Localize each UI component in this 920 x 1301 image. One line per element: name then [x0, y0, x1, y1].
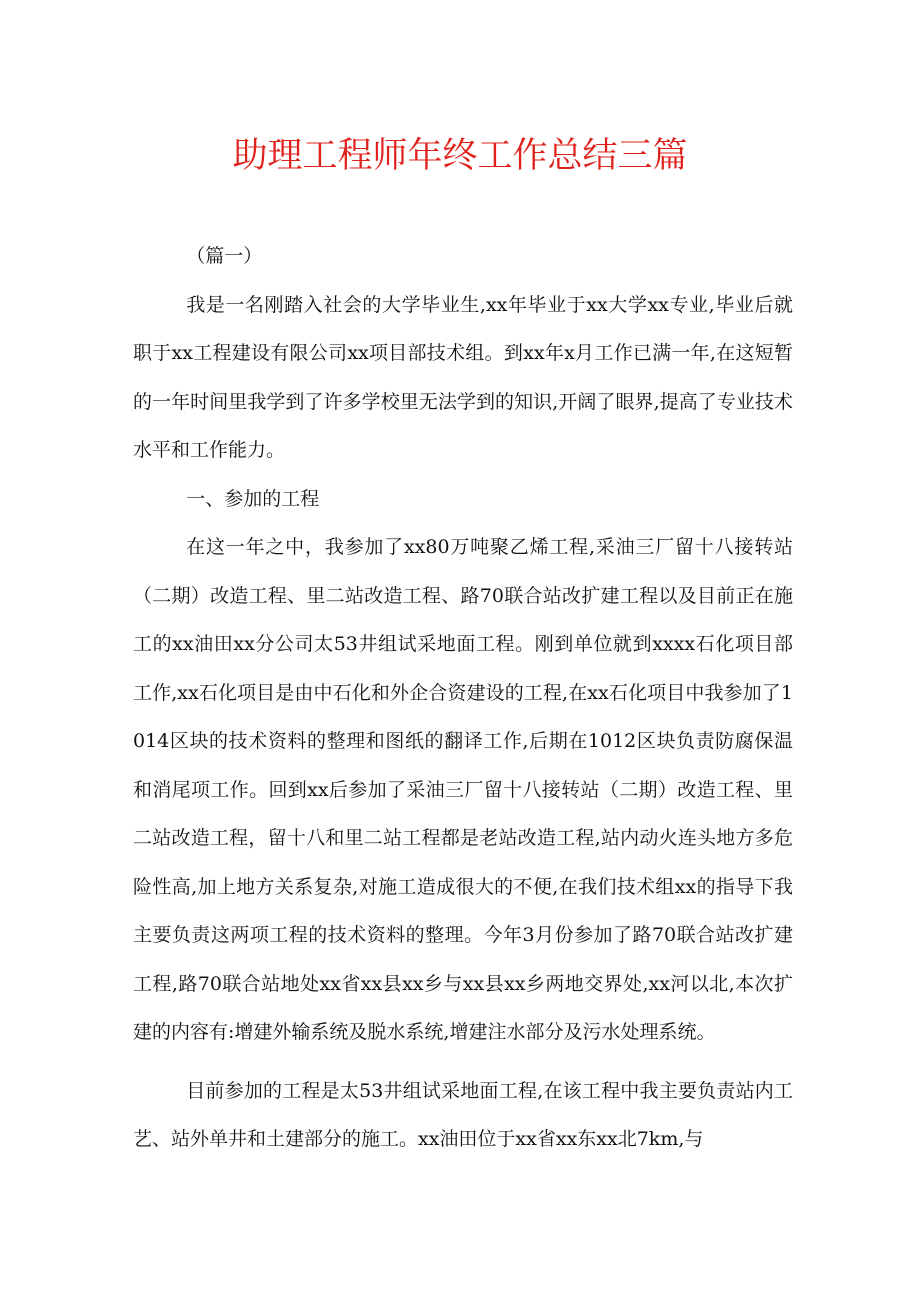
paragraph-intro: 我是一名刚踏入社会的大学毕业生,xx年毕业于xx大学xx专业,毕业后就职于xx工程建设有限公司xx项目部技术组。到xx年x月工作已满一年,在这短暂的一年时间里我学到了许多学校里无法学到的知识,开阔了眼界,提高了专业技术水平和工作能力。 [133, 293, 793, 461]
document-body [133, 232, 793, 1164]
section-label: （篇一） [186, 245, 263, 267]
section-heading: 一、参加的工程 [186, 487, 320, 510]
document-title: 助理工程师年终工作总结三篇 [232, 136, 688, 176]
paragraph-current-project: 目前参加的工程是太53井组试采地面工程,在该工程中我主要负责站内工艺、站外单井和土建部分的施工。xx油田位于xx省xx东xx北7km,与 [133, 1079, 793, 1150]
paragraph-projects: 在这一年之中，我参加了xx80万吨聚乙烯工程,采油三厂留十八接转站（二期）改造工程、里二站改造工程、路70联合站改扩建工程以及目前正在施工的xx油田xx分公司太53井组试采地面工程。刚到单位就到xxxx石化项目部工作,xx石化项目是由中石化和外企合资建设的工程,在xx石化项目中我参加了1014区块的技术资料的整理和图纸的翻译工作,后期在1012区块负责防腐保温和消尾项工作。回到xx后参加了采油三厂留十八接转站（二期）改造工程、里二站改造工程，留十八和里二站工程都是老站改造工程,站内动火连头地方多危险性高,加上地方关系复杂,对施工造成很大的不便,在我们技术组xx的指导下我主要负责这两项工程的技术资料的整理。今年3月份参加了路70联合站改扩建工程,路70联合站地处xx省xx县xx乡与xx县xx乡两地交界处,xx河以北,本次扩建的内容有:增建外输系统及脱水系统,增建注水部分及污水处理系统。 [133, 536, 793, 1043]
